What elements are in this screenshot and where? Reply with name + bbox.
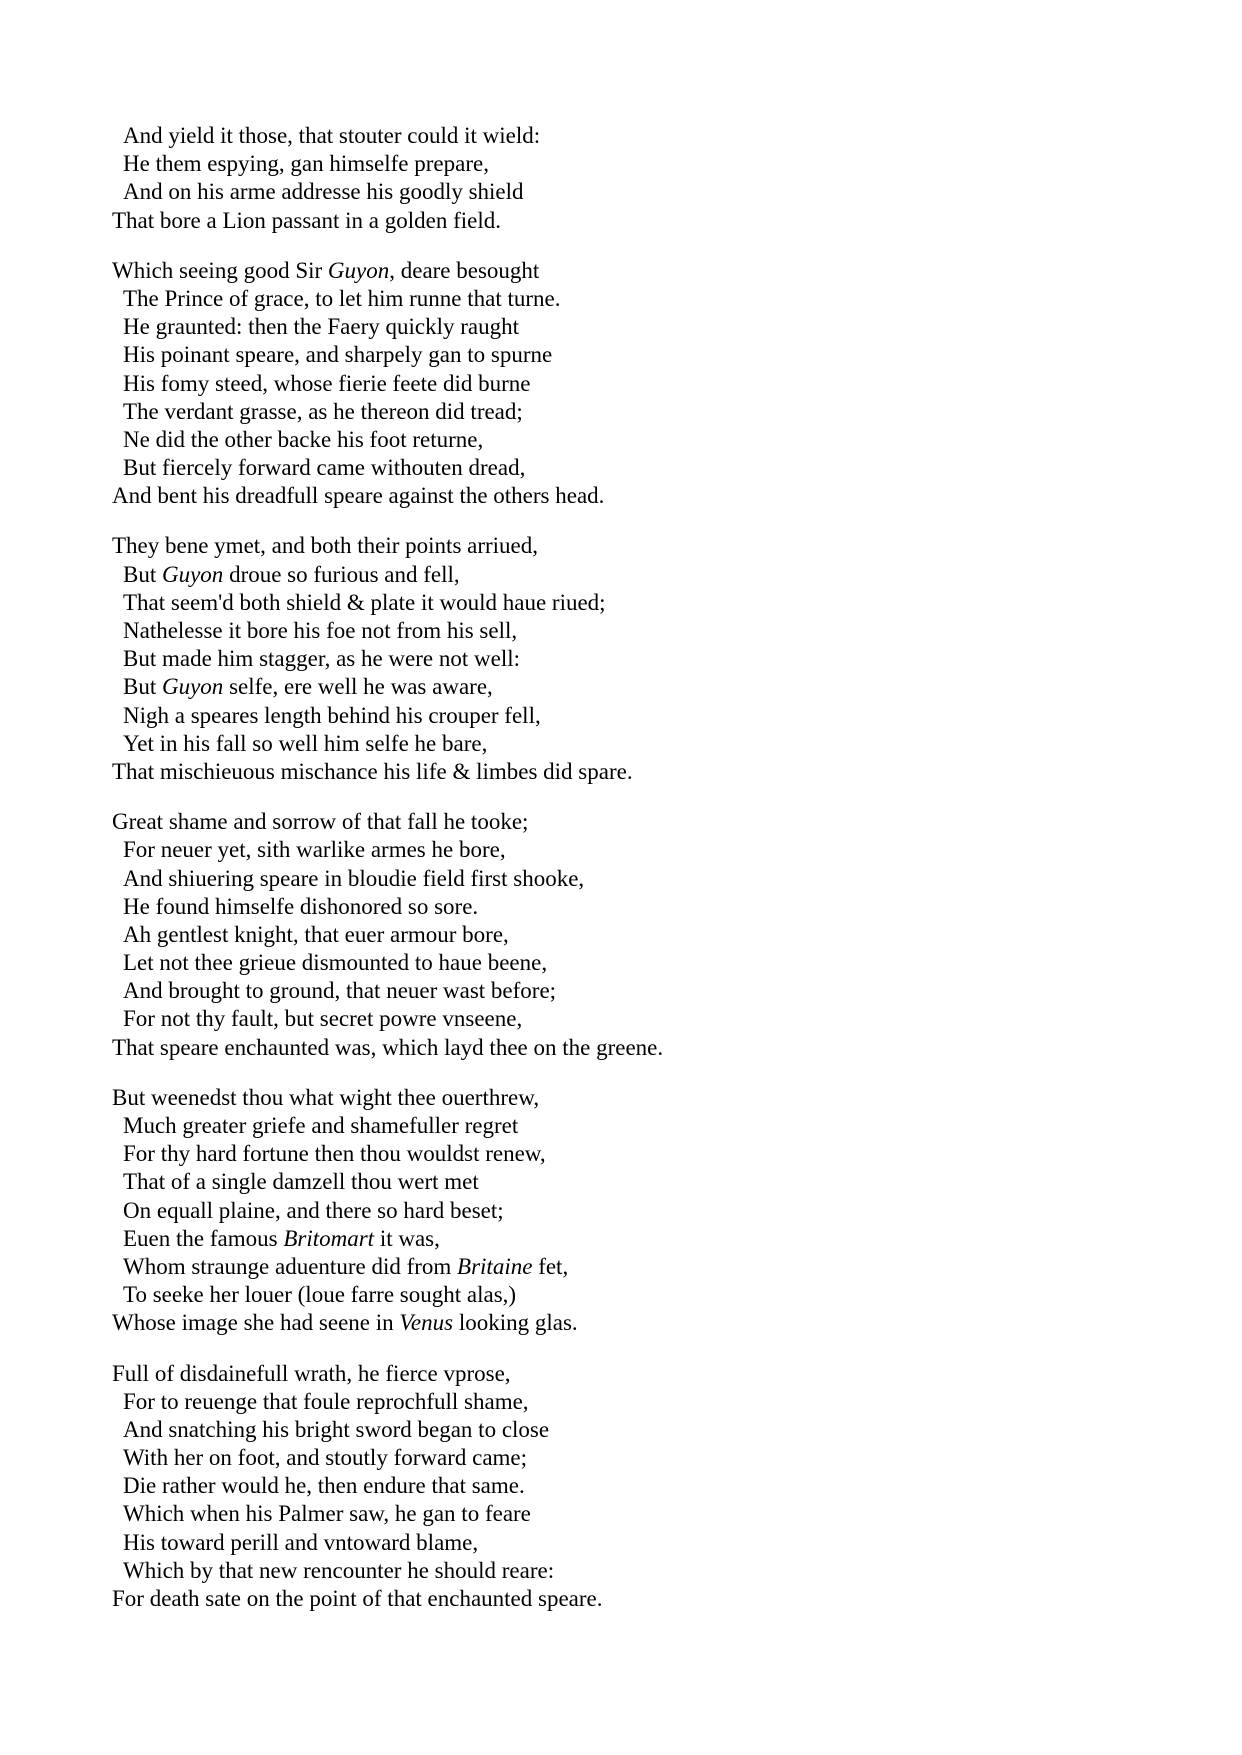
verse-line xyxy=(112,1360,1162,1388)
verse-text: Yet in his fall so well him selfe he bare, xyxy=(123,730,488,756)
verse-text: looking glas. xyxy=(453,1310,578,1336)
verse-line xyxy=(112,561,1162,589)
verse-text: Whom straunge aduenture did from xyxy=(123,1253,458,1279)
verse-text: But weenedst thou what wight thee ouerthrew, xyxy=(112,1084,540,1110)
verse-line xyxy=(112,150,1162,178)
verse-text: His poinant speare, and sharpely gan to spurne xyxy=(123,342,553,368)
verse-line xyxy=(112,257,1162,285)
verse-text: it was, xyxy=(374,1225,440,1251)
verse-text: fet, xyxy=(532,1253,569,1279)
verse-line xyxy=(112,1309,1162,1337)
verse-text: Euen the famous xyxy=(123,1225,284,1251)
verse-text: That speare enchaunted was, which layd thee on the greene. xyxy=(112,1034,664,1060)
verse-text: His fomy steed, whose fierie feete did burne xyxy=(123,370,531,396)
verse-line xyxy=(112,532,1162,560)
verse-text: And yield it those, that stouter could it wield: xyxy=(123,123,541,148)
verse-text: The verdant grasse, as he thereon did tread; xyxy=(123,398,523,424)
verse-line xyxy=(112,122,1162,150)
verse-text: On equall plaine, and there so hard beset; xyxy=(123,1197,504,1223)
verse-text: Much greater griefe and shamefuller regret xyxy=(123,1113,519,1138)
verse-text: To seeke her louer (loue farre sought alas,) xyxy=(123,1282,517,1308)
verse-line xyxy=(112,1585,1162,1613)
verse-line xyxy=(112,1112,1162,1140)
poem-body xyxy=(112,122,1162,1635)
verse-text: For not thy fault, but secret powre vnseene, xyxy=(123,1006,523,1032)
italic-name: Guyon xyxy=(327,257,390,283)
verse-line xyxy=(112,1281,1162,1309)
verse-line xyxy=(112,893,1162,921)
verse-line xyxy=(112,808,1162,836)
verse-line xyxy=(112,702,1162,730)
verse-line xyxy=(112,1444,1162,1472)
verse-text: His toward perill and vntoward blame, xyxy=(123,1529,479,1555)
verse-line xyxy=(112,1416,1162,1444)
verse-text: Great shame and sorrow of that fall he tooke; xyxy=(112,809,529,835)
verse-line xyxy=(112,1388,1162,1416)
verse-text: And brought to ground, that neuer wast before; xyxy=(123,978,557,1004)
verse-text: , deare besought xyxy=(389,257,540,283)
verse-line xyxy=(112,1034,1162,1062)
verse-text: Die rather would he, then endure that same. xyxy=(123,1473,525,1499)
verse-text: And bent his dreadfull speare against the others head. xyxy=(112,483,605,509)
verse-line xyxy=(112,1529,1162,1557)
verse-line xyxy=(112,1253,1162,1281)
italic-name: Britomart xyxy=(283,1225,375,1251)
verse-line xyxy=(112,398,1162,426)
stanza xyxy=(112,1084,1162,1338)
verse-text: Let not thee grieue dismounted to haue beene, xyxy=(123,950,548,976)
verse-text: The Prince of grace, to let him runne that turne. xyxy=(123,285,561,311)
italic-name: Venus xyxy=(399,1310,454,1336)
verse-text: Ah gentlest knight, that euer armour bore, xyxy=(123,921,509,947)
verse-line xyxy=(112,313,1162,341)
stanza xyxy=(112,808,1162,1062)
verse-line xyxy=(112,370,1162,398)
verse-line xyxy=(112,617,1162,645)
verse-text: They bene ymet, and both their points arriued, xyxy=(112,533,539,559)
verse-text: droue so furious and fell, xyxy=(223,561,460,587)
verse-line xyxy=(112,730,1162,758)
verse-text: For neuer yet, sith warlike armes he bore, xyxy=(123,837,506,863)
verse-line xyxy=(112,207,1162,235)
italic-name: Guyon xyxy=(161,674,224,700)
verse-line xyxy=(112,1557,1162,1585)
verse-text: And snatching his bright sword began to close xyxy=(123,1416,550,1442)
verse-line xyxy=(112,482,1162,510)
verse-text: Which seeing good Sir xyxy=(112,257,328,283)
stanza xyxy=(112,257,1162,511)
verse-text: Whose image she had seene in xyxy=(112,1310,400,1336)
verse-text: He found himselfe dishonored so sore. xyxy=(123,893,479,919)
verse-line xyxy=(112,836,1162,864)
verse-line xyxy=(112,1472,1162,1500)
stanza xyxy=(112,532,1162,786)
verse-text: Which when his Palmer saw, he gan to feare xyxy=(123,1501,531,1527)
verse-line xyxy=(112,1005,1162,1033)
italic-name: Guyon xyxy=(161,561,224,587)
verse-line xyxy=(112,673,1162,701)
verse-text: Nathelesse it bore his foe not from his sell, xyxy=(123,618,518,643)
verse-text: But xyxy=(123,561,162,587)
verse-line xyxy=(112,589,1162,617)
verse-line xyxy=(112,1225,1162,1253)
verse-text: That of a single damzell thou wert met xyxy=(123,1169,479,1195)
verse-line xyxy=(112,949,1162,977)
verse-text: Ne did the other backe his foot returne, xyxy=(123,426,484,452)
verse-text: That seem'd both shield & plate it would haue riued; xyxy=(123,589,606,615)
verse-text: selfe, ere well he was aware, xyxy=(223,674,493,700)
verse-line xyxy=(112,1084,1162,1112)
verse-line xyxy=(112,178,1162,206)
verse-text: He them espying, gan himselfe prepare, xyxy=(123,151,489,177)
verse-line xyxy=(112,285,1162,313)
verse-text: With her on foot, and stoutly forward came; xyxy=(123,1445,528,1471)
verse-text: But fiercely forward came withouten dread, xyxy=(123,455,526,481)
verse-line xyxy=(112,921,1162,949)
verse-line xyxy=(112,1500,1162,1528)
verse-text: For death sate on the point of that enchaunted speare. xyxy=(112,1586,603,1611)
verse-text: That bore a Lion passant in a golden field. xyxy=(112,207,501,233)
stanza xyxy=(112,122,1162,235)
verse-text: He graunted: then the Faery quickly raught xyxy=(123,314,519,340)
verse-line xyxy=(112,341,1162,369)
verse-text: That mischieuous mischance his life & limbes did spare. xyxy=(112,758,633,784)
verse-line xyxy=(112,865,1162,893)
verse-line xyxy=(112,758,1162,786)
verse-text: Nigh a speares length behind his crouper fell, xyxy=(123,702,541,728)
stanza xyxy=(112,1360,1162,1614)
verse-text: Which by that new rencounter he should reare: xyxy=(123,1557,555,1583)
verse-line xyxy=(112,1168,1162,1196)
verse-text: And on his arme addresse his goodly shield xyxy=(123,179,524,205)
verse-line xyxy=(112,1197,1162,1225)
verse-line xyxy=(112,454,1162,482)
verse-text: But made him stagger, as he were not well: xyxy=(123,646,520,672)
verse-text: And shiuering speare in bloudie field first shooke, xyxy=(123,865,585,891)
verse-line xyxy=(112,1140,1162,1168)
verse-text: But xyxy=(123,674,162,700)
verse-line xyxy=(112,977,1162,1005)
verse-text: Full of disdainefull wrath, he fierce vprose, xyxy=(112,1360,511,1386)
verse-text: For thy hard fortune then thou wouldst renew, xyxy=(123,1141,546,1167)
verse-text: For to reuenge that foule reprochfull shame, xyxy=(123,1388,529,1414)
verse-line xyxy=(112,645,1162,673)
italic-name: Britaine xyxy=(457,1253,533,1279)
verse-line xyxy=(112,426,1162,454)
